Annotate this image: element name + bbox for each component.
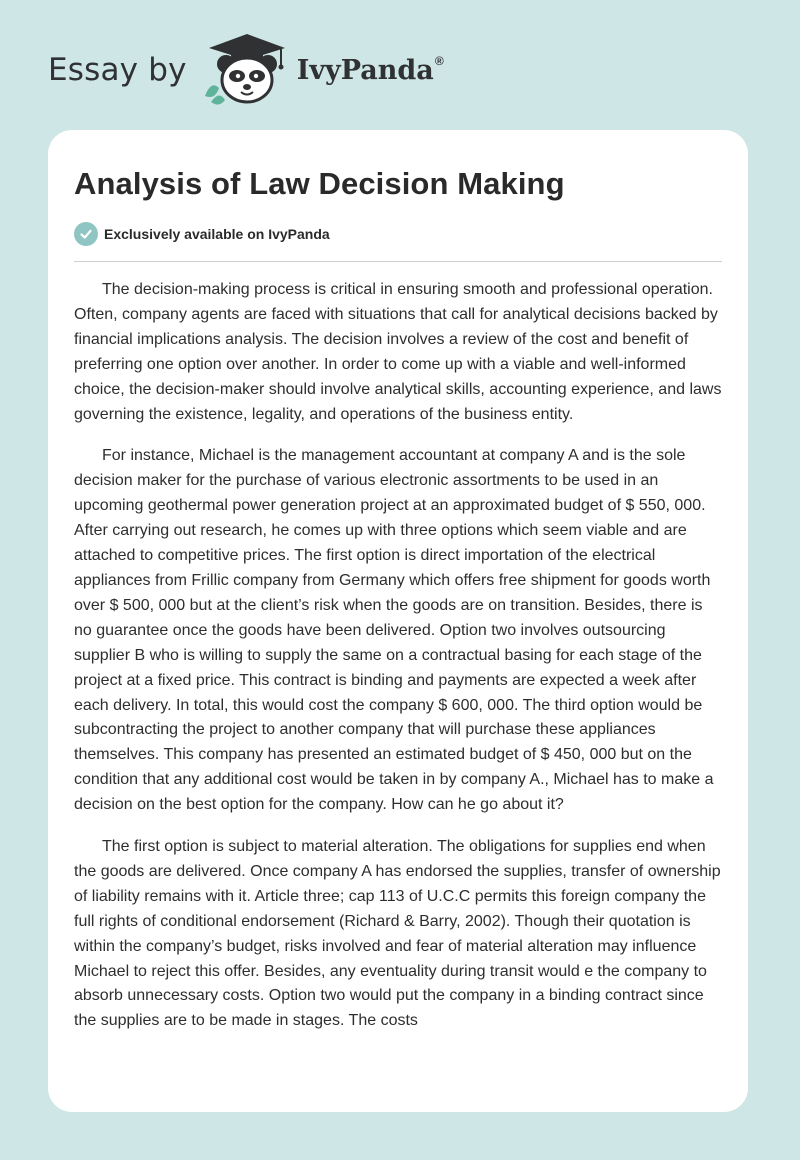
- page-title: Analysis of Law Decision Making: [74, 166, 565, 201]
- badge-label: Exclusively available on IvyPanda: [104, 226, 330, 242]
- essay-card: [48, 130, 748, 1112]
- paragraph: For instance, Michael is the management accountant at company A and is the sole decision maker for the purchase of various electronic assortments to be used in an upcoming geothermal power generation project at an approximated budget of $ 550, 000. After carrying out research, he comes up with three options which seem viable and are attached to competitive prices. The first option is direct importation of the electrical appliances from Frillic company from Germany which offers free shipment for goods worth over $ 500, 000 but at the client’s risk when the goods are on transition. Besides, there is no guarantee once the goods have been delivered. Option two involves outsourcing supplier B who is willing to supply the same on a contractual basing for each stage of the project at a fixed price. This contract is binding and payments are expected a week after each delivery. In total, this would cost the company $ 600, 000. The third option would be subcontracting the project to another company that will purchase these appliances themselves. This company has presented an estimated budget of $ 450, 000 but on the condition that any additional cost would be taken in by company A., Michael has to make a decision on the best option for the company. How can he go about it?: [74, 447, 714, 814]
- trademark-symbol: ®: [434, 54, 444, 68]
- essay-body: [74, 278, 724, 1051]
- panda-graduate-icon: [201, 30, 293, 110]
- essay-by-label: Essay by: [48, 52, 187, 88]
- paragraph: The decision-making process is critical in ensuring smooth and professional operation. Often, company agents are faced with situations that call for analytical decisions backed by financial implications analysis. The decision involves a review of the cost and benefit of preferring one option over another. In order to come up with a viable and well-informed choice, the decision-maker should involve analytical skills, accounting experience, and laws governing the existence, legality, and operations of the business entity.: [74, 281, 722, 423]
- site-header: [48, 30, 444, 110]
- check-circle-icon: [74, 222, 98, 246]
- brand-name: IvyPanda®: [296, 54, 444, 86]
- exclusive-badge: [74, 222, 330, 246]
- paragraph: The first option is subject to material alteration. The obligations for supplies end when the goods are delivered. Once company A has endorsed the supplies, transfer of ownership of liability remains with it. Article three; cap 113 of U.C.C permits this foreign company the full rights of conditional endorsement (Richard & Barry, 2002). Though their quotation is within the company’s budget, risks involved and fear of material alteration may influence Michael to reject this offer. Besides, any eventuality during transit would e the company to absorb unnecessary costs. Option two would put the company in a binding contract since the supplies are to be made in stages. The costs: [74, 838, 721, 1030]
- divider: [74, 261, 722, 262]
